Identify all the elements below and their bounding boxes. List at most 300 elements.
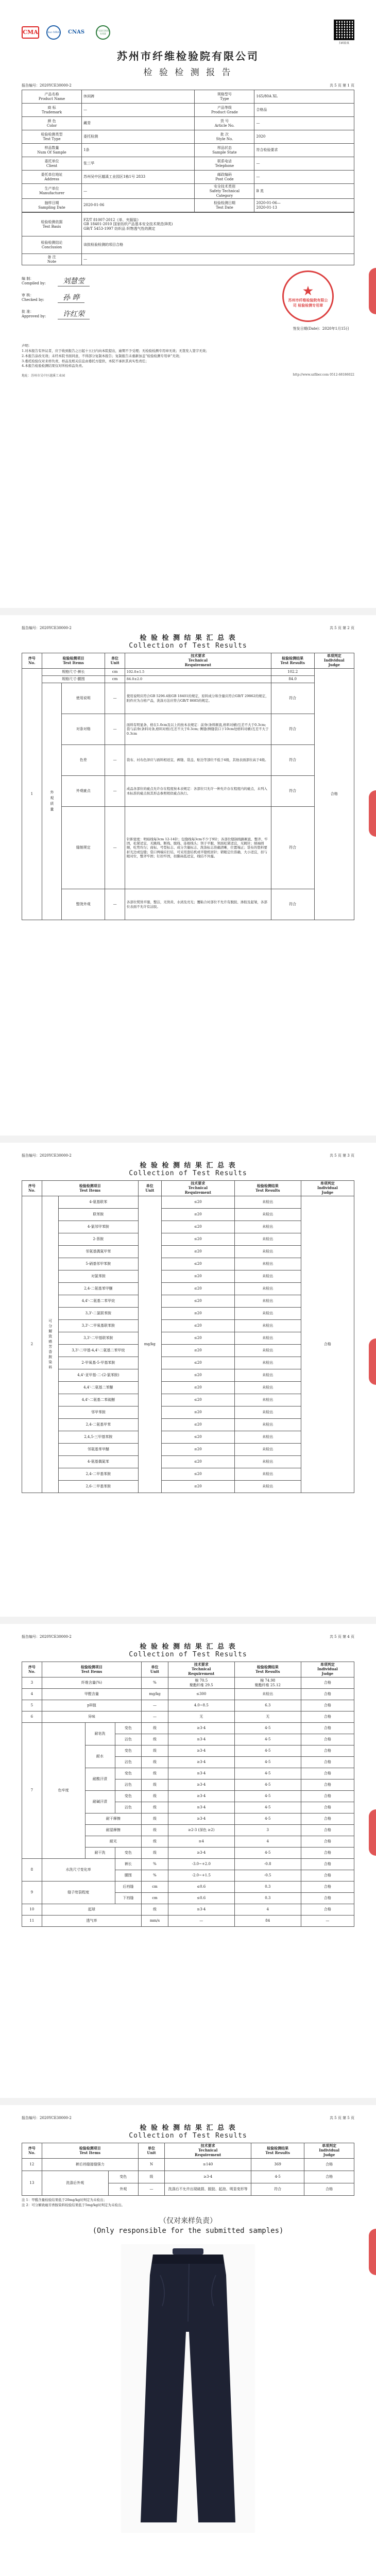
requirement: ≤20 (161, 1221, 234, 1233)
requirement: ≤20 (161, 1406, 234, 1419)
test-item: 缝子纰裂程度 (42, 1882, 115, 1904)
test-item: 纤维含量(%) (42, 1677, 141, 1689)
table-row (22, 807, 354, 889)
unit: — (142, 1711, 168, 1723)
summary-title-en: Collection of Test Results (129, 2132, 247, 2140)
requirement: ≥3-4 (168, 1814, 234, 1825)
unit: — (142, 1700, 168, 1711)
note-line: 注 2：可分解致癌芳香胺染料检验结果低于5mg/kg时判定为未检出。 (22, 2202, 125, 2207)
table-row (22, 683, 354, 714)
test-result: 未检出 (234, 1196, 301, 1209)
test-result: 未检出 (234, 1233, 301, 1246)
individual-judge: 合格 (304, 2183, 354, 2196)
column-header: 检验检测结果 Test Results (271, 653, 314, 669)
test-sub-item: 耐皂洗 (85, 1723, 115, 1745)
cover-label: 生产单位 Manufacturer (22, 184, 82, 199)
footer-contact: 地址：苏州市吴中区越溪工业园 http://www.szfiber.com 0512-68186022 (22, 373, 354, 378)
test-result: 未检出 (234, 1345, 301, 1357)
column-header: 单位 Unit (105, 653, 125, 669)
test-result: 未检出 (234, 1246, 301, 1258)
cover-value: 2020-01-06 (82, 199, 195, 212)
test-item: 3,3'-二甲氧基联苯胺 (58, 1320, 138, 1332)
test-result: 4-5 (234, 1802, 301, 1814)
column-header: 单项判定 Individual Judge (301, 1181, 354, 1196)
cover-row (22, 199, 354, 212)
column-header: 检验检测结果 Test Results (251, 2143, 304, 2159)
group-label: 外观质量 (42, 683, 62, 920)
requirement: ≤20 (161, 1295, 234, 1308)
test-result: 符合 (251, 2183, 304, 2196)
test-part: 后裆缝 (115, 1882, 142, 1893)
cover-label: 样品数量 Num Of Sample (22, 144, 82, 157)
requirement: 各部位熨烫平服、整洁，无烫黄、水渍及亮光；覆粘合衬部位不允许有脱胶、渗胶及起皱，各部位表面不允许有沾胶。 (125, 889, 271, 920)
test-item: 4,4'-二氨基二苯硫醚 (58, 1394, 138, 1406)
row-number: 13 (22, 2171, 42, 2196)
unit: — (105, 807, 125, 889)
table-header-row (22, 1662, 354, 1677)
requirement: ≤20 (161, 1209, 234, 1221)
cover-value: — (82, 184, 195, 199)
test-result: 未检出 (234, 1258, 301, 1270)
test-item: 2,4-二氨基苯甲醚 (58, 1283, 138, 1295)
column-header: 技术要求 Technical Requirement (168, 1662, 234, 1677)
table-row (22, 889, 354, 920)
individual-judge: 合格 (301, 1711, 354, 1723)
signature-name: 许红荣 (58, 309, 90, 319)
individual-judge: 合格 (301, 1689, 354, 1700)
column-header: 检验检测项目 Test Items (42, 653, 105, 669)
statement-line: 1.对本报告有异议者，应于收到报告之日起十五日内向本院提出，逾期不予受理；无检验检测专用章无效；无签发人签字无效； (22, 349, 209, 353)
requirement: ≤20 (161, 1320, 234, 1332)
cover-row (22, 130, 354, 144)
test-item: 2,4-二氨基甲苯 (58, 1419, 138, 1431)
logo-row (0, 0, 376, 45)
results-table-5 (22, 2143, 354, 2196)
test-item: 邻甲苯胺 (58, 1406, 138, 1419)
requirement: — (168, 1916, 234, 1927)
cover-value: — (254, 117, 354, 130)
test-result: 未检出 (234, 1332, 301, 1345)
table-header-row (22, 1181, 354, 1196)
unit: — (105, 889, 125, 920)
test-part: 沾色 (115, 1734, 142, 1745)
cover-label: 批 次 Style No. (195, 130, 254, 144)
unit: 级 (142, 1780, 168, 1791)
column-header: 检验检测结果 Test Results (234, 1662, 301, 1677)
test-item: 4,4'-二氨基二苯醚 (58, 1382, 138, 1394)
cover-value: — (254, 157, 354, 171)
edge-seal-stamp (369, 1809, 376, 1856)
summary-title: 检 验 检 测 结 果 汇 总 表 (140, 1162, 236, 1170)
conclusion-label: 检验检测结论 Conclusion (22, 236, 82, 254)
requirement: ≥2-3 (深色 ≥2) (168, 1825, 234, 1836)
cover-value: 2020-01-06— 2020-01-13 (254, 199, 354, 212)
test-result: 84.0 (271, 676, 314, 683)
individual-judge: 合格 (301, 1700, 354, 1711)
unit: cm (142, 1893, 168, 1904)
cover-row (22, 184, 354, 199)
table-row (22, 1711, 354, 1723)
official-seal-stamp: ★ 苏州市纤维检验院有限公司 检验检测专用章 (282, 270, 334, 322)
test-result: 未检出 (234, 1209, 301, 1221)
row-number: 1 (22, 669, 42, 920)
test-part: 下裆缝 (115, 1893, 142, 1904)
requirement: ≤20 (161, 1394, 234, 1406)
cover-value: 2020 (254, 130, 354, 144)
test-result: 4-5 (251, 2171, 304, 2183)
edge-seal-stamp (369, 268, 376, 314)
report-page-2 (0, 615, 376, 1136)
test-result: -0.5 (234, 1870, 301, 1882)
test-item: 缝制规定 (62, 807, 105, 889)
requirement: ≤20 (161, 1357, 234, 1369)
individual-judge: 合格 (301, 1745, 354, 1757)
requirement: 84.0±2.0 (125, 676, 271, 683)
column-header: 序号 No. (22, 2143, 42, 2159)
qr-code-icon (334, 20, 354, 40)
requirement: -2.0~+1.5 (168, 1870, 234, 1882)
requirement: 棉 70.5 聚酯纤维 29.5 (168, 1677, 234, 1689)
test-part: 裤长 (115, 1859, 142, 1870)
remark-value: — (82, 254, 354, 265)
requirement: ≤20 (161, 1308, 234, 1320)
cover-label: 颜 色 Color (22, 117, 82, 130)
unit: — (105, 745, 125, 776)
table-header-row (22, 653, 354, 669)
photo-caption-en: (Only responsible for the submitted samples) (92, 2226, 284, 2235)
page-indicator: 共 5 页 第 5 页 (329, 2116, 354, 2120)
column-header: 技术要求 Technical Requirement (125, 653, 271, 669)
test-item: 甲醛含量 (42, 1689, 141, 1700)
requirement: ≤20 (161, 1332, 234, 1345)
column-header: 技术要求 Technical Requirement (161, 1181, 234, 1196)
test-part: 变色 (115, 1768, 142, 1780)
table-row (22, 1882, 354, 1893)
test-result: 符合 (271, 889, 314, 920)
test-item: 透气率 (42, 1916, 141, 1927)
requirement: ≤300 (168, 1689, 234, 1700)
table-row (22, 1723, 354, 1734)
individual-judge: 合格 (301, 1882, 354, 1893)
test-result: 369 (251, 2159, 304, 2171)
test-item: 规格尺寸-腰围 (42, 676, 105, 683)
org-name: 苏州市纤维检验院有限公司 (117, 50, 259, 62)
requirement: ≤20 (161, 1431, 234, 1444)
report-page-5 (0, 2105, 376, 2576)
requirement: ≥3-4 (168, 1734, 234, 1745)
report-page-4 (0, 1624, 376, 2098)
individual-judge: 合格 (301, 1768, 354, 1780)
individual-judge: 合格 (301, 1196, 354, 1493)
note-line: 注 1：甲醛含量检验结果低于20mg/kg时判定为未检出； (22, 2198, 107, 2202)
test-item: 规格尺寸-裤长 (42, 669, 105, 676)
cover-value: — (82, 104, 195, 117)
test-result: 无 (234, 1711, 301, 1723)
test-result: 符合 (271, 683, 314, 714)
signature-name: 刘慧莹 (58, 276, 90, 286)
row-number: 5 (22, 1700, 42, 1711)
cover-label: 样品状态 Sample State (195, 144, 254, 157)
test-sub-item: 耐光 (85, 1836, 142, 1848)
requirement: ≥4 (168, 1836, 234, 1848)
requirement: ≤20 (161, 1345, 234, 1357)
test-item: 水洗尺寸变化率 (42, 1859, 115, 1882)
test-result: 未检出 (234, 1357, 301, 1369)
test-part: 沾色 (115, 1802, 142, 1814)
test-item: 3,3'-二甲基联苯胺 (58, 1332, 138, 1345)
test-item: 2,4-二甲基苯胺 (58, 1468, 138, 1481)
requirement: ≤20 (161, 1196, 234, 1209)
cover-value: 1条 (82, 144, 195, 157)
unit: N (138, 2159, 165, 2171)
column-header: 单项判定 Individual Judge (304, 2143, 354, 2159)
test-item: 起球 (42, 1904, 141, 1916)
individual-judge: 合格 (314, 669, 354, 920)
row-number: 12 (22, 2159, 42, 2171)
cover-value: 165/80A XL (254, 90, 354, 104)
requirement: ≥3-4 (168, 1904, 234, 1916)
individual-judge: 合格 (301, 1814, 354, 1825)
unit: mg/kg (142, 1689, 168, 1700)
cover-label: 商 标 Trademark (22, 104, 82, 117)
requirement: 成品各部位的疵点允许存在程度按本表规定：各部位只允许一种允许存在程度内的疵点，未列入本标准的疵点按其形态参照相似疵点执行。 (125, 776, 271, 807)
test-sub-item: 耐湿摩擦 (85, 1825, 142, 1836)
test-item: 3,3'-二氯联苯胺 (58, 1308, 138, 1320)
individual-judge: 合格 (301, 1870, 354, 1882)
column-header: 单项判定 Individual Judge (314, 653, 354, 669)
results-table-4 (22, 1662, 354, 1927)
test-result: 未检出 (234, 1369, 301, 1382)
requirement: ≤20 (161, 1369, 234, 1382)
individual-judge: 合格 (301, 1848, 354, 1859)
test-result: 符合 (271, 714, 314, 745)
table-row (22, 1859, 354, 1870)
unit: cm (105, 676, 125, 683)
photo-caption: （仅对来样负责） (159, 2216, 217, 2225)
row-number: 6 (22, 1711, 42, 1723)
requirement: ≤20 (161, 1233, 234, 1246)
requirement: ≥3-4 (168, 1757, 234, 1768)
test-item: 对条对格 (62, 714, 105, 745)
test-part: 变色 (115, 1791, 142, 1802)
summary-title: 检 验 检 测 结 果 汇 总 表 (140, 1643, 236, 1651)
test-result: 4-5 (234, 1757, 301, 1768)
unit: — (138, 2183, 165, 2196)
test-result: 未检出 (234, 1308, 301, 1320)
cover-value: 苏州吴中区越溪工业园区1栋1号 2833 (82, 171, 195, 184)
column-header: 单位 Unit (142, 1662, 168, 1677)
test-item: 2,6-二甲基苯胺 (58, 1481, 138, 1493)
individual-judge: 合格 (301, 1859, 354, 1870)
test-item: 色牢度 (42, 1723, 85, 1859)
test-item: 异味 (42, 1711, 141, 1723)
test-result: 符合 (271, 807, 314, 889)
test-item: 2-萘胺 (58, 1233, 138, 1246)
test-item: 4,4'-二氨基二苯甲烷 (58, 1295, 138, 1308)
signature-row (22, 306, 221, 322)
test-result: 未检出 (234, 1456, 301, 1468)
summary-title-en: Collection of Test Results (129, 642, 247, 650)
unit: cm (142, 1882, 168, 1893)
table-row (22, 1904, 354, 1916)
requirement: ≥3-4 (168, 1791, 234, 1802)
test-result: 4 (234, 1836, 301, 1848)
individual-judge: 合格 (301, 1893, 354, 1904)
test-sub-item: 耐酸汗渍 (85, 1768, 115, 1791)
column-header: 序号 No. (22, 1662, 42, 1677)
row-number: 4 (22, 1689, 42, 1700)
requirement: ≤20 (161, 1382, 234, 1394)
test-part: 腰围 (115, 1870, 142, 1882)
individual-judge: 合格 (301, 1757, 354, 1768)
table-row (22, 2171, 354, 2183)
row-number: 9 (22, 1882, 42, 1904)
test-result: 4-5 (234, 1848, 301, 1859)
cover-label: 检验检测日期 Test Date (195, 199, 254, 212)
cover-row (22, 117, 354, 130)
cover-row (22, 157, 354, 171)
test-item: 洗涤后外观 (42, 2171, 108, 2196)
cover-row (22, 171, 354, 184)
test-result: 4-5 (234, 1723, 301, 1734)
requirement: ≥3-4 (168, 1780, 234, 1791)
unit: % (142, 1870, 168, 1882)
requirement: 4.0~8.5 (168, 1700, 234, 1711)
test-result: 4-5 (234, 1791, 301, 1802)
results-table-2 (22, 653, 354, 920)
test-item: 邻氨基偶氮甲苯 (58, 1246, 138, 1258)
cover-value: 休闲裤 (82, 90, 195, 104)
unit: mm/s (142, 1916, 168, 1927)
row-number: 7 (22, 1723, 42, 1859)
group-label: 可分解致癌芳香胺染料 (42, 1196, 58, 1493)
test-result: 未检出 (234, 1283, 301, 1295)
requirement: ≥140 (165, 2159, 251, 2171)
unit: % (142, 1677, 168, 1689)
edge-seal-stamp (369, 2229, 376, 2275)
cover-label: 规格型号 Type (195, 90, 254, 104)
cma-logo-icon: CMA (22, 26, 39, 39)
unit: 级 (142, 1757, 168, 1768)
test-part: 变色 (115, 1723, 142, 1734)
test-part: 沾色 (115, 1780, 142, 1791)
unit: 级 (142, 1848, 168, 1859)
test-part: 沾色 (115, 1757, 142, 1768)
requirement: 面料有明显条、格在1.0cm及以上的按本表规定：前身(条料顺直,格料对横)互差不大于0.3cm; 袋与前身(条料对条,格料对格)互差不大于0.3cm; 侧缝(侧缝袋口下10cm处格料对横)互差不大于0.3cm (125, 714, 271, 745)
cover-label: 货 号 Article No. (195, 117, 254, 130)
individual-judge: 合格 (301, 1836, 354, 1848)
test-result: 4-5 (234, 1768, 301, 1780)
requirement: -3.0~+2.0 (168, 1859, 234, 1870)
cover-label: 产品等级 Product Grade (195, 104, 254, 117)
test-item: 4-氨基联苯 (58, 1196, 138, 1209)
column-header: 单位 Unit (138, 1181, 161, 1196)
unit: — (105, 776, 125, 807)
requirement: ≤20 (161, 1444, 234, 1456)
requirement: ≤20 (161, 1246, 234, 1258)
test-result: 未检出 (234, 1689, 301, 1700)
cover-row (22, 144, 354, 157)
test-result: 0.3 (234, 1882, 301, 1893)
column-header: 单位 Unit (138, 2143, 165, 2159)
unit: 级 (142, 1904, 168, 1916)
row-number: 3 (22, 1677, 42, 1689)
cover-label: 检验检测类型 Test Type (22, 130, 82, 144)
page-indicator: 共 5 页 第 3 页 (329, 1154, 354, 1158)
test-item: 4-氯邻甲苯胺 (58, 1221, 138, 1233)
requirement: ≥3-4 (168, 1802, 234, 1814)
summary-title-en: Collection of Test Results (129, 1651, 247, 1658)
test-sub-item: 耐碱汗渍 (85, 1791, 115, 1814)
cover-value: 合格品 (254, 104, 354, 117)
sample-photo (121, 2244, 255, 2533)
requirement: ≤20 (161, 1270, 234, 1283)
unit: 级 (142, 1745, 168, 1757)
test-part: 变色 (115, 1848, 142, 1859)
test-result: 未检出 (234, 1221, 301, 1233)
row-number: 10 (22, 1904, 42, 1916)
row-number: 11 (22, 1916, 42, 1927)
requirement: 无 (168, 1711, 234, 1723)
requirement: ≥3-4 (168, 1745, 234, 1757)
column-header: 检验检测项目 Test Items (42, 1662, 141, 1677)
test-part: 变色 (115, 1745, 142, 1757)
requirement: ≤20 (161, 1283, 234, 1295)
test-sub-item: 耐水 (85, 1745, 115, 1768)
test-result: 未检出 (234, 1270, 301, 1283)
test-result: 未检出 (234, 1444, 301, 1456)
unit: 级 (142, 1768, 168, 1780)
cover-label: 委托单位 Client (22, 157, 82, 171)
requirement: ≤20 (161, 1456, 234, 1468)
requirement: ≤0.6 (168, 1882, 234, 1893)
report-page-3 (0, 1143, 376, 1617)
report-number: 报告编号：2020YCE30000-2 (22, 1154, 72, 1158)
report-number: 报告编号：2020YCE30000-2 (22, 2116, 72, 2120)
test-result: 符合 (271, 776, 314, 807)
column-header: 检验检测项目 Test Items (42, 2143, 138, 2159)
cover-label: 邮政编码 Post Code (195, 171, 254, 184)
basis-value: FZ/T 81007-2012《单、夹服装》 GB 18401-2010 国家纺织产品基本安全技术规范(B类) GB/T 5453-1997 纺织品 织物透气性的测定 (82, 213, 354, 236)
test-result: 未检出 (234, 1481, 301, 1493)
requirement: 针距密度：明暗线每3cm 12-14针；包缝线每3cm不少于9针；各部位缝制线路顺直、整齐、牢固，松紧适宜，无跳线、断线、脱线、连根线头；领子平服，领面松紧适宜，无跳针；绱袖圆顺，吃势均匀；商标、号型标志、成分含量标志、洗涤标志准确清晰，位置端正；袋布的垫料要折光边或包缝；袋口两端应打结，可采用套结机或平缝机回针；锁眼定位准确，大小适宜，扣与眼对位，整齐牢固；钉扣牢固，扣脚高低适宜，线结不外露。 (125, 807, 271, 889)
test-result: 未检出 (234, 1468, 301, 1481)
test-result: -0.8 (234, 1859, 301, 1870)
requirement: ≥3-4 (165, 2171, 251, 2183)
signature-name: 孙 晔 (58, 292, 84, 303)
cover-value: 藏青 (82, 117, 195, 130)
table-row (22, 1196, 354, 1209)
test-item: 色差 (62, 745, 105, 776)
individual-judge: 合格 (301, 1677, 354, 1689)
edge-seal-stamp (369, 790, 376, 837)
test-part: 外观 (108, 2183, 138, 2196)
unit: 级 (142, 1723, 168, 1734)
table-row (22, 1689, 354, 1700)
report-number: 报告编号：2020YCE30000-2 (22, 626, 72, 630)
summary-title: 检 验 检 测 结 果 汇 总 表 (140, 2124, 236, 2132)
signature-block (22, 273, 354, 340)
test-result: 未检出 (234, 1382, 301, 1394)
signature-row (22, 273, 221, 289)
column-header: 检验检测项目 Test Items (42, 1181, 138, 1196)
report-page-1 (0, 0, 376, 608)
cover-label: 抽样日期 Sampling Date (22, 199, 82, 212)
statement-line: 3.委托检验仅对来样负责，样品及相关信息由委托方提供，本院不承担其真实性责任； (22, 359, 149, 363)
edge-seal-stamp (369, 1338, 376, 1385)
test-item: 2-甲氧基-5-甲基苯胺 (58, 1357, 138, 1369)
test-part: 变色 (108, 2171, 138, 2183)
